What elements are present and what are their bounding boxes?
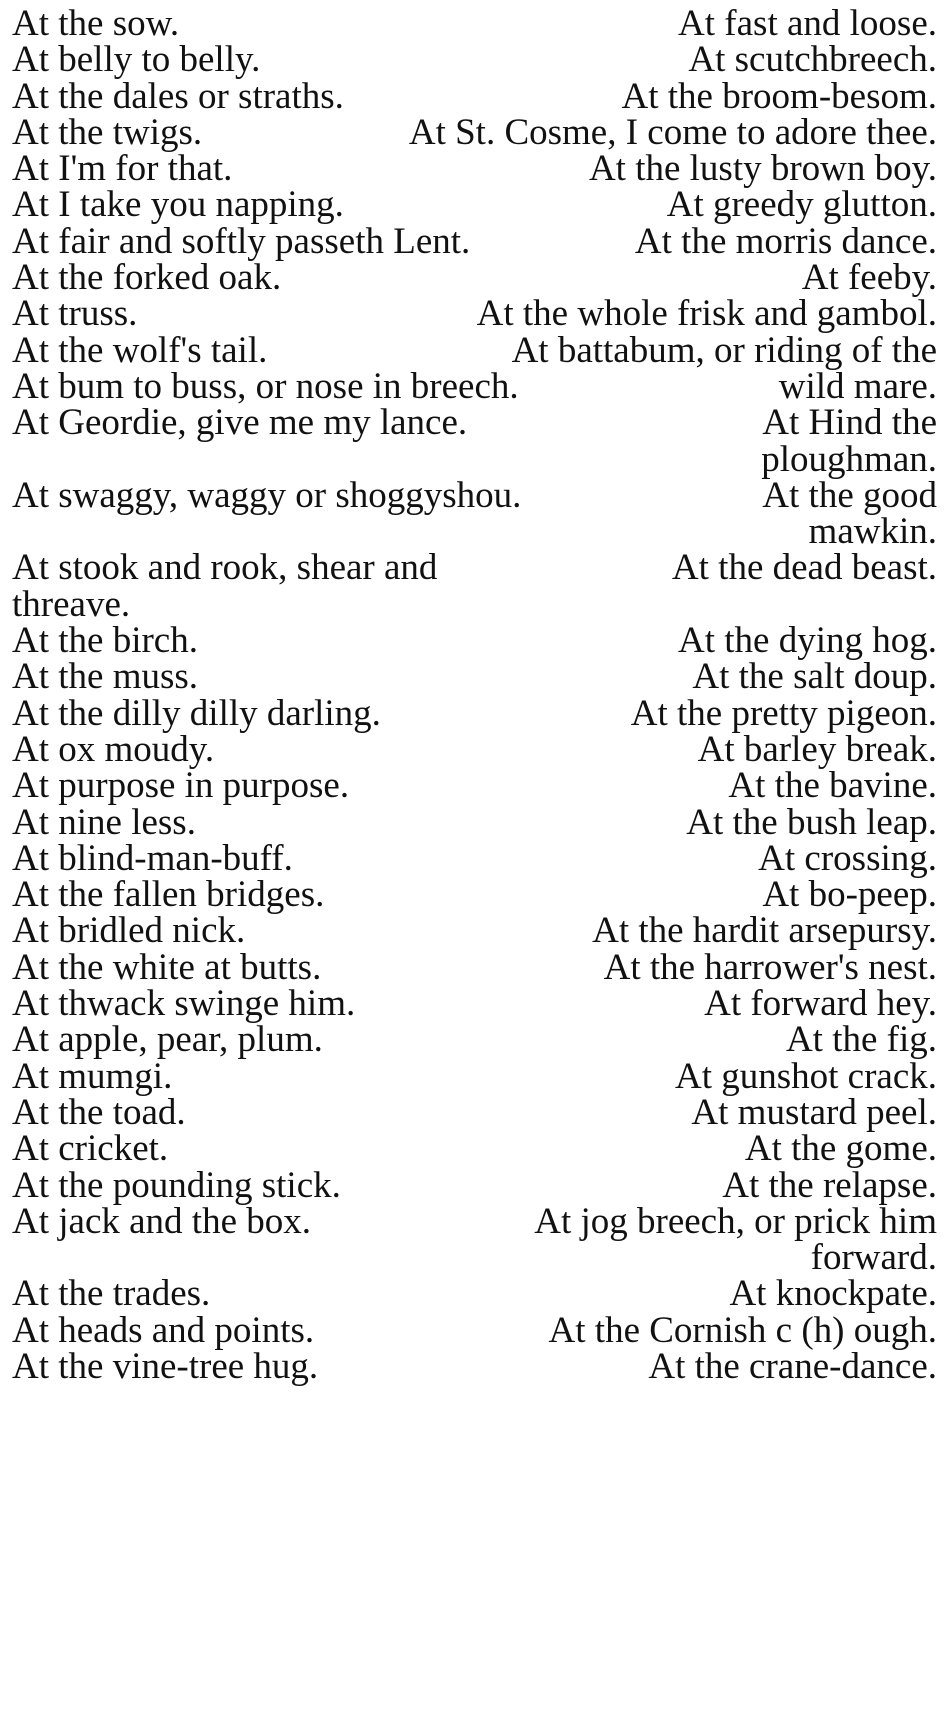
left-game-line: threave.: [12, 583, 131, 625]
list-item: [12, 801, 937, 843]
right-game: At the gome.: [744, 1128, 937, 1170]
left-game: At the wolf's tail.: [12, 329, 268, 371]
list-item: [12, 874, 937, 916]
right-game: At the harrower's nest.: [603, 946, 937, 988]
list-item: [12, 1309, 937, 1351]
list-item: [12, 547, 937, 625]
left-game: At fair and softly passeth Lent.: [12, 220, 471, 262]
left-game: At the forked oak.: [12, 257, 282, 299]
left-game: At mumgi.: [12, 1055, 173, 1097]
right-game-line: forward.: [810, 1237, 937, 1279]
list-item: [12, 293, 937, 335]
right-game: At fast and loose.: [678, 3, 937, 44]
right-game: At the Cornish c (h) ough.: [548, 1309, 937, 1351]
left-game-line: At stook and rook, shear and: [12, 547, 438, 589]
right-game: At St. Cosme, I come to adore thee.: [408, 111, 937, 153]
list-item: [12, 656, 937, 698]
left-game: At swaggy, waggy or shoggyshou.: [12, 474, 522, 516]
right-game: At mustard peel.: [691, 1091, 937, 1133]
list-item: [12, 1055, 937, 1097]
list-item: [12, 983, 937, 1025]
list-item: [12, 910, 937, 952]
left-game: At I take you napping.: [12, 184, 344, 226]
right-game: [761, 402, 937, 480]
left-game: At Geordie, give me my lance.: [12, 402, 468, 444]
right-game: wild mare.: [778, 365, 937, 407]
left-game: At the muss.: [12, 656, 199, 698]
list-item: [12, 39, 937, 81]
right-game: At gunshot crack.: [674, 1055, 937, 1097]
list-item: [12, 1164, 937, 1206]
list-item: [12, 728, 937, 770]
left-game: At the sow.: [12, 3, 180, 44]
right-game: [762, 474, 937, 553]
list-item: [12, 75, 937, 117]
right-game: At crossing.: [758, 837, 937, 879]
right-game: At the salt doup.: [692, 656, 937, 698]
left-game: At belly to belly.: [12, 39, 261, 81]
list-item: [12, 946, 937, 988]
left-game: [12, 547, 438, 625]
list-item: [12, 184, 937, 226]
list-item: [12, 365, 937, 407]
left-game: At jack and the box.: [12, 1200, 311, 1242]
list-item: [12, 1128, 937, 1170]
list-item: [12, 111, 937, 153]
list-item: [12, 1200, 937, 1279]
left-game: At the birch.: [12, 620, 198, 662]
list-item: [12, 1273, 937, 1315]
right-game: At the crane-dance.: [648, 1345, 937, 1387]
right-game: At the morris dance.: [634, 220, 937, 262]
right-game: At the dead beast.: [671, 547, 937, 589]
list-item: [12, 692, 937, 734]
left-game: At the vine-tree hug.: [12, 1345, 319, 1387]
game-list: [12, 3, 937, 1387]
list-item: [12, 474, 937, 553]
left-game: At bridled nick.: [12, 910, 246, 952]
right-game: At the whole frisk and gambol.: [476, 293, 937, 335]
list-item: [12, 620, 937, 662]
list-item: [12, 765, 937, 807]
left-game: At apple, pear, plum.: [12, 1019, 323, 1061]
right-game: At the relapse.: [722, 1164, 937, 1206]
right-game: At feeby.: [801, 257, 937, 299]
list-item: [12, 1091, 937, 1133]
list-item: [12, 220, 937, 262]
right-game: At greedy glutton.: [666, 184, 937, 226]
right-game: At the hardit arsepursy.: [592, 910, 937, 952]
right-game: At the pretty pigeon.: [630, 692, 937, 734]
list-item: [12, 1019, 937, 1061]
left-game: At the twigs.: [12, 111, 203, 153]
right-game-line: At jog breech, or prick him: [534, 1200, 937, 1242]
right-game: At the bush leap.: [686, 801, 937, 843]
right-game: At forward hey.: [704, 983, 937, 1025]
right-game: At the lusty brown boy.: [588, 148, 937, 190]
left-game: At truss.: [12, 293, 138, 335]
right-game: At battabum, or riding of the: [511, 329, 937, 371]
right-game-line: ploughman.: [761, 438, 937, 480]
left-game: At the fallen bridges.: [12, 874, 325, 916]
right-game: [534, 1200, 937, 1279]
list-item: [12, 837, 937, 879]
right-game: At the bavine.: [728, 765, 937, 807]
left-game: At the pounding stick.: [12, 1164, 341, 1206]
left-game: At heads and points.: [12, 1309, 315, 1351]
left-game: At ox moudy.: [12, 728, 215, 770]
right-game-line: mawkin.: [808, 511, 937, 553]
left-game: At purpose in purpose.: [12, 765, 350, 807]
right-game: At barley break.: [697, 728, 937, 770]
right-game-line: At the good: [762, 474, 937, 516]
right-game: At scutchbreech.: [688, 39, 937, 81]
left-game: At the white at butts.: [12, 946, 322, 988]
left-game: At cricket.: [12, 1128, 169, 1170]
left-game: At the dales or straths.: [12, 75, 344, 117]
right-game-line: At Hind the: [762, 402, 937, 444]
list-item: [12, 402, 937, 480]
left-game: At blind-man-buff.: [12, 837, 293, 879]
right-game: At knockpate.: [729, 1273, 937, 1315]
right-game: At the dying hog.: [678, 620, 937, 662]
right-game: At the broom-besom.: [621, 75, 937, 117]
left-game: At the dilly dilly darling.: [12, 692, 381, 734]
list-item: [12, 257, 937, 299]
list-item: [12, 329, 937, 371]
left-game: At I'm for that.: [12, 148, 233, 190]
list-item: [12, 148, 937, 190]
list-item: [12, 1345, 937, 1387]
list-item: [12, 3, 937, 44]
left-game: At bum to buss, or nose in breech.: [12, 365, 519, 407]
left-game: At the trades.: [12, 1273, 211, 1315]
left-game: At thwack swinge him.: [12, 983, 356, 1025]
left-game: At the toad.: [12, 1091, 186, 1133]
right-game: At the fig.: [785, 1019, 937, 1061]
left-game: At nine less.: [12, 801, 196, 843]
right-game: At bo-peep.: [762, 874, 937, 916]
